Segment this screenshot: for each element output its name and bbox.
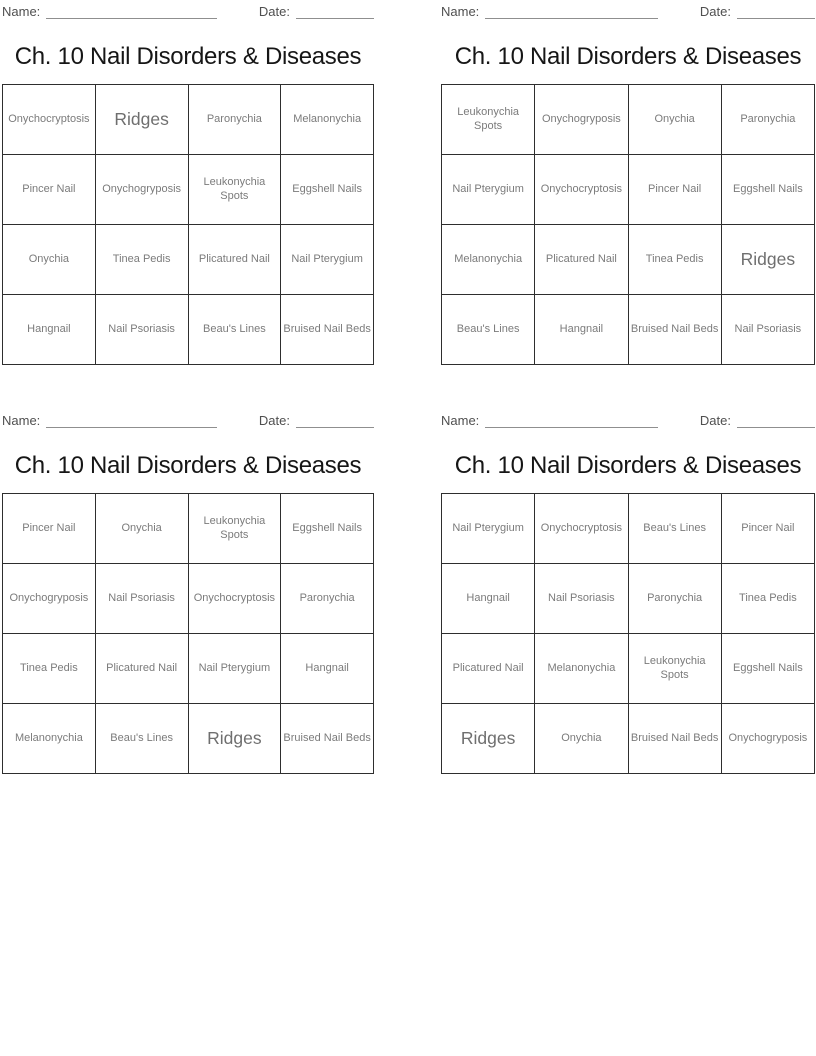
bingo-cell: Tinea Pedis (722, 564, 815, 634)
bingo-cell: Pincer Nail (722, 494, 815, 564)
name-label: Name: (2, 413, 41, 428)
bingo-cell: Onychogryposis (3, 564, 96, 634)
bingo-cell: Nail Pterygium (281, 225, 374, 295)
bingo-cell: Nail Psoriasis (722, 295, 815, 365)
bingo-cell: Paronychia (722, 85, 815, 155)
name-blank-line (485, 424, 658, 428)
bingo-grid (2, 493, 374, 774)
bingo-cell: Pincer Nail (629, 155, 722, 225)
bingo-cell: Onychia (96, 494, 189, 564)
bingo-cell: Eggshell Nails (281, 155, 374, 225)
bingo-cell: Nail Psoriasis (96, 564, 189, 634)
bingo-grid (441, 84, 815, 365)
name-label: Name: (2, 4, 41, 19)
bingo-cell: Ridges (96, 85, 189, 155)
date-blank-line (296, 15, 374, 19)
bingo-cell: Bruised Nail Beds (281, 704, 374, 774)
bingo-cell: Nail Psoriasis (96, 295, 189, 365)
bingo-cell: Plicatured Nail (189, 225, 282, 295)
bingo-cell: Tinea Pedis (3, 634, 96, 704)
bingo-cell: Plicatured Nail (96, 634, 189, 704)
bingo-cell: Onychogryposis (722, 704, 815, 774)
bingo-cell: Pincer Nail (3, 155, 96, 225)
bingo-cell: Nail Pterygium (442, 494, 535, 564)
bingo-cell: Onychia (535, 704, 628, 774)
bingo-cell: Onychocryptosis (535, 494, 628, 564)
bingo-cell: Eggshell Nails (722, 155, 815, 225)
bingo-cell: Onychocryptosis (189, 564, 282, 634)
bingo-cell: Bruised Nail Beds (281, 295, 374, 365)
bingo-grid (441, 493, 815, 774)
date-blank-line (296, 424, 374, 428)
bingo-cell: Onychogryposis (96, 155, 189, 225)
bingo-cell: Beau's Lines (442, 295, 535, 365)
bingo-cell: Pincer Nail (3, 494, 96, 564)
bingo-cell: Melanonychia (281, 85, 374, 155)
bingo-cell: Leukonychia Spots (189, 155, 282, 225)
card-title: Ch. 10 Nail Disorders & Diseases (14, 43, 362, 70)
bingo-cell: Nail Pterygium (442, 155, 535, 225)
bingo-cell: Ridges (722, 225, 815, 295)
name-blank-line (485, 15, 658, 19)
bingo-cell: Hangnail (3, 295, 96, 365)
bingo-cell: Hangnail (281, 634, 374, 704)
card-title: Ch. 10 Nail Disorders & Diseases (454, 43, 802, 70)
bingo-cell: Plicatured Nail (535, 225, 628, 295)
bingo-cell: Melanonychia (535, 634, 628, 704)
bingo-cell: Onychia (3, 225, 96, 295)
bingo-cell: Beau's Lines (189, 295, 282, 365)
date-blank-line (737, 424, 815, 428)
date-blank-line (737, 15, 815, 19)
bingo-cell: Plicatured Nail (442, 634, 535, 704)
bingo-cell: Ridges (442, 704, 535, 774)
bingo-cell: Tinea Pedis (96, 225, 189, 295)
bingo-cell: Bruised Nail Beds (629, 295, 722, 365)
bingo-cell: Eggshell Nails (722, 634, 815, 704)
bingo-cell: Onychia (629, 85, 722, 155)
bingo-cell: Onychogryposis (535, 85, 628, 155)
bingo-cell: Hangnail (535, 295, 628, 365)
bingo-cell: Onychocryptosis (3, 85, 96, 155)
bingo-cell: Eggshell Nails (281, 494, 374, 564)
bingo-cell: Leukonychia Spots (442, 85, 535, 155)
date-label: Date: (699, 413, 731, 428)
date-label: Date: (258, 413, 290, 428)
bingo-cell: Melanonychia (442, 225, 535, 295)
card-title: Ch. 10 Nail Disorders & Diseases (14, 452, 362, 479)
bingo-cell: Ridges (189, 704, 282, 774)
name-date-row (2, 4, 374, 19)
bingo-cell: Leukonychia Spots (189, 494, 282, 564)
bingo-cell: Beau's Lines (629, 494, 722, 564)
name-blank-line (46, 15, 217, 19)
bingo-cell: Paronychia (629, 564, 722, 634)
bingo-cell: Tinea Pedis (629, 225, 722, 295)
name-label: Name: (441, 413, 480, 428)
date-label: Date: (699, 4, 731, 19)
bingo-cell: Paronychia (189, 85, 282, 155)
name-label: Name: (441, 4, 480, 19)
bingo-cell: Paronychia (281, 564, 374, 634)
bingo-card (441, 4, 815, 365)
bingo-cell: Melanonychia (3, 704, 96, 774)
bingo-cell: Nail Pterygium (189, 634, 282, 704)
bingo-grid (2, 84, 374, 365)
bingo-card (2, 413, 374, 774)
name-date-row (441, 413, 815, 428)
date-label: Date: (258, 4, 290, 19)
bingo-cell: Bruised Nail Beds (629, 704, 722, 774)
bingo-card (2, 4, 374, 365)
card-title: Ch. 10 Nail Disorders & Diseases (454, 452, 802, 479)
name-date-row (2, 413, 374, 428)
name-blank-line (46, 424, 217, 428)
bingo-card (441, 413, 815, 774)
bingo-cell: Onychocryptosis (535, 155, 628, 225)
bingo-cell: Leukonychia Spots (629, 634, 722, 704)
bingo-cell: Hangnail (442, 564, 535, 634)
name-date-row (441, 4, 815, 19)
bingo-cell: Nail Psoriasis (535, 564, 628, 634)
bingo-cell: Beau's Lines (96, 704, 189, 774)
